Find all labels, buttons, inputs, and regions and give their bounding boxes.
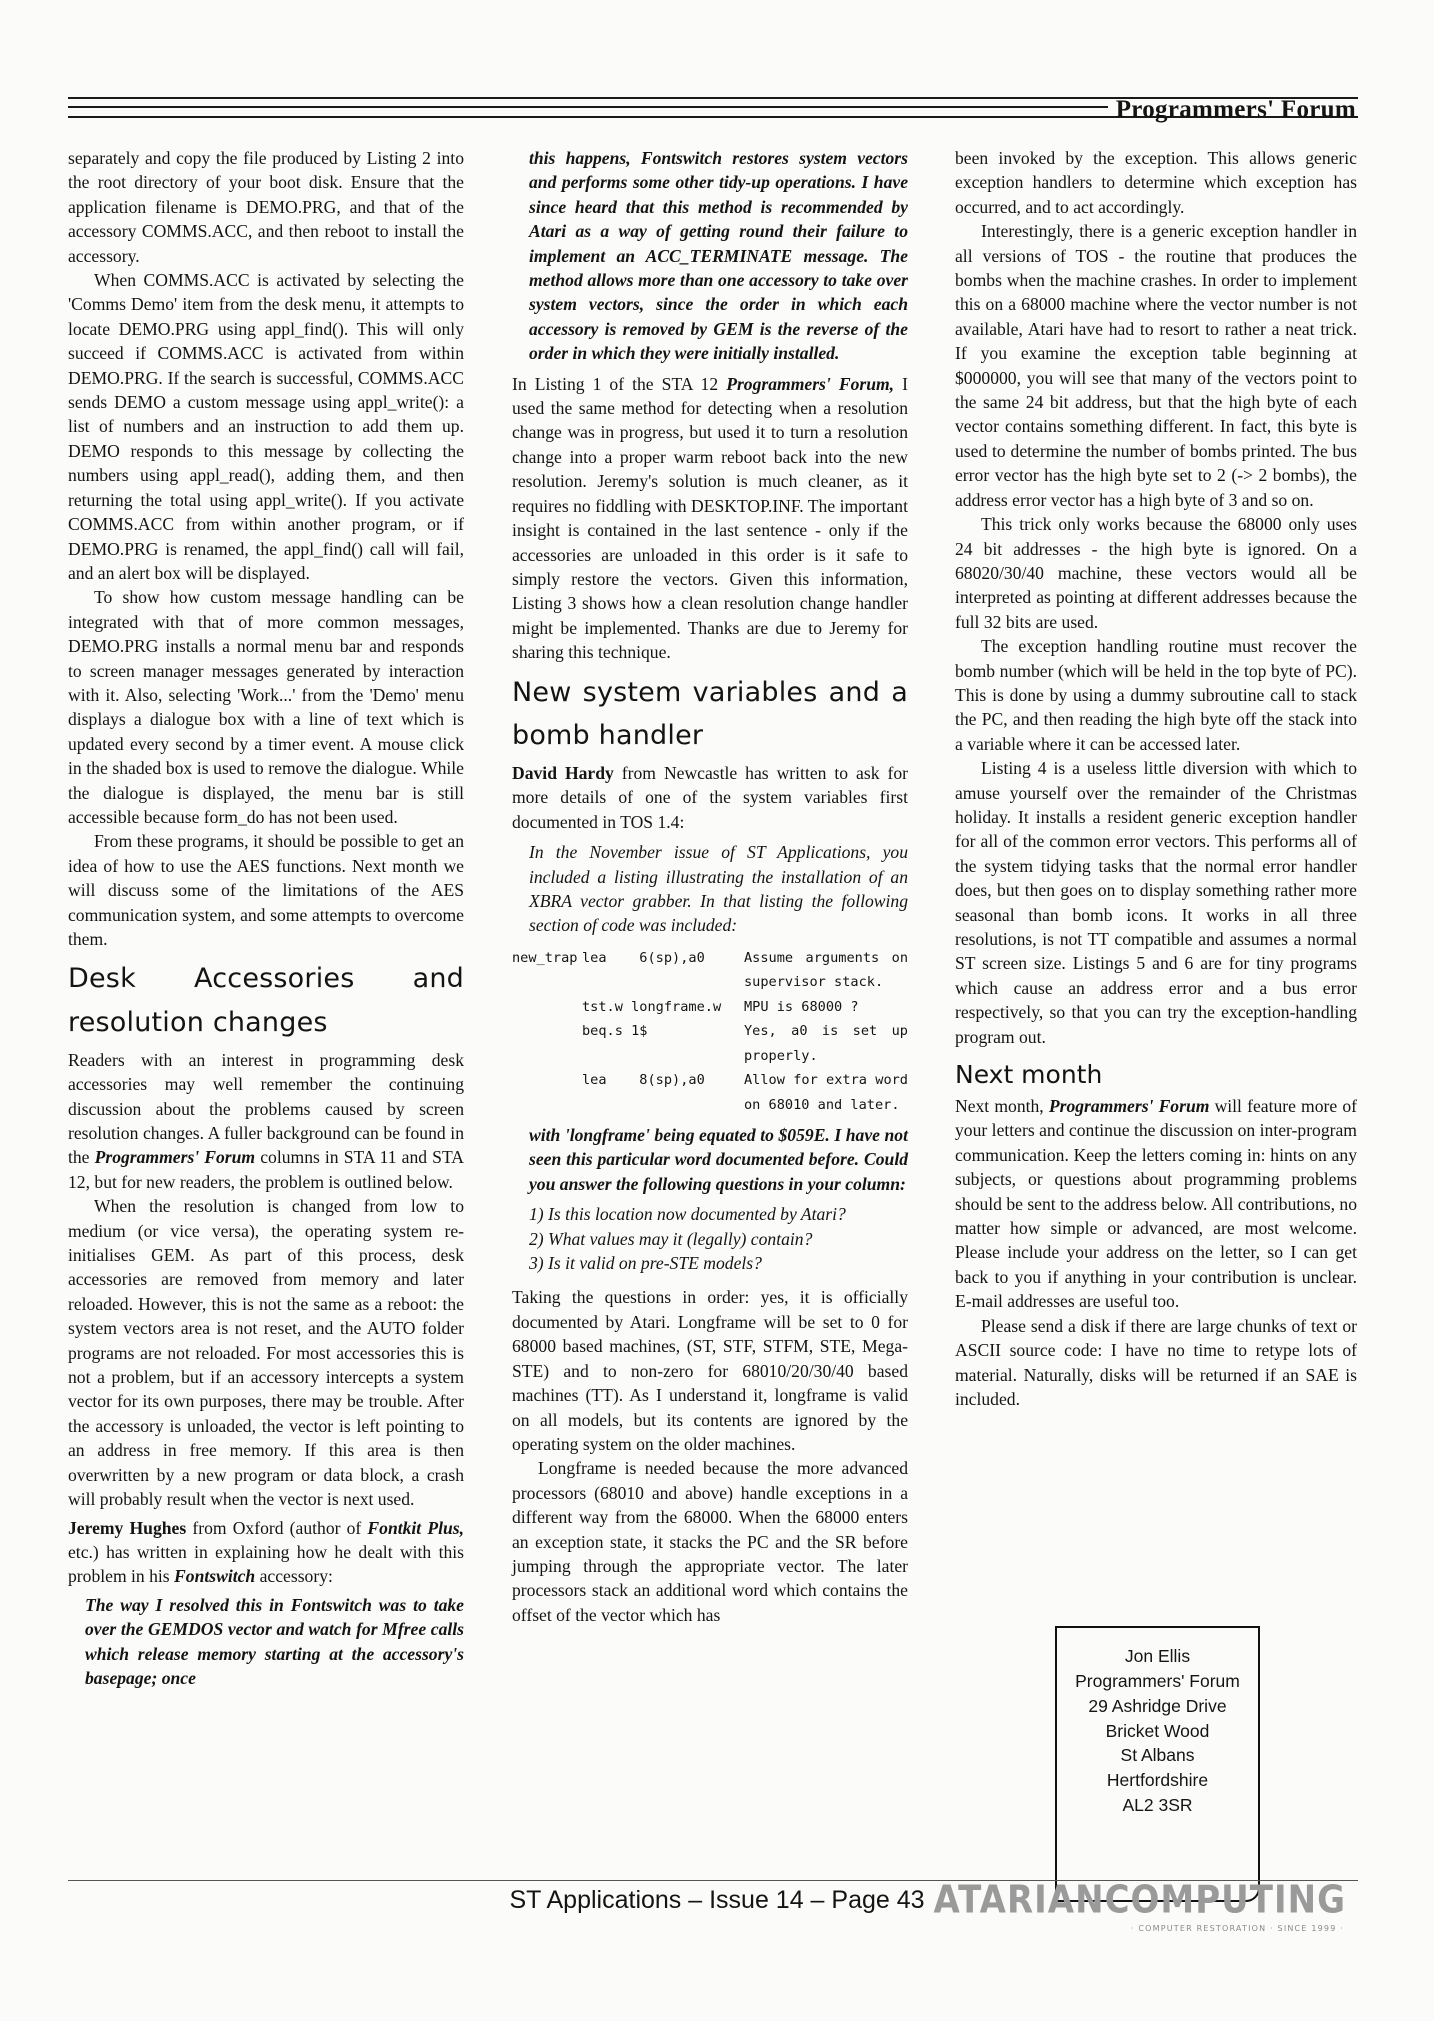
publisher-logo: ATARIANCOMPUTING <box>933 1877 1346 1923</box>
address-line: Jon Ellis <box>1124 1646 1191 1666</box>
paragraph: The exception handling routine must recover the bomb number (which will be held in the top byte of PC). This is done by using a dummy subroutine call to stack the PC, and then reading the high byte off the stack into a variable where it can be accessed later. <box>955 636 1357 754</box>
paragraph: From these programs, it should be possible to get an idea of how to use the AES functions. Next month we will discuss some of the limitations of the AES communication system, and some attempts to overcome them. <box>68 831 464 949</box>
paragraph: Next month, Programmers' Forum will feature more of your letters and continue the discussion on inter-program communication. Keep the letters coming in: hints on any subjects, or questions about programming problems should be sent to the address below. All contributions, no matter how simple or advanced, are most welcome. Please include your address on the letter, so I can get back to you if anything in your contribution is unclear. E-mail addresses are useful too. <box>955 1096 1358 1312</box>
address-line: Hertfordshire <box>1106 1770 1209 1791</box>
quote: with 'longframe' being equated to $059E. I have not seen this particular word documented before. Could you answer the following questions in your column: <box>529 1125 908 1194</box>
paragraph: Readers with an interest in programming desk accessories may well remember the continuing discussion about the problems caused by screen resolution changes. A fuller background can be found in the Programmers' Forum columns in STA 11 and STA 12, but for new readers, the problem is outlined below. <box>68 1049 464 1192</box>
paragraph: This trick only works because the 68000 only uses 24 bit addresses - the high byte is ignored. On a 68020/30/40 machine, these vectors would all be interpreted as pointing at different addresses because the full 32 bits are used. <box>955 514 1357 632</box>
paragraph: been invoked by the exception. This allows generic exception handlers to determine which exception has occurred, and to act accordingly. <box>955 148 1357 217</box>
paragraph: When COMMS.ACC is activated by selecting the 'Comms Demo' item from the desk menu, it attempts to locate DEMO.PRG using appl_find(). This will only succeed if COMMS.ACC is activated from within DEMO.PRG. If the search is successful, COMMS.ACC sends DEMO a custom message using appl_write(): a list of numbers and an instruction to add them up. DEMO responds to this message by collecting the numbers using appl_read(), adding them, and then returning the total using appl_write(). If you activate COMMS.ACC from within another program, or if DEMO.PRG is renamed, the appl_find() call will fail, and an alert box will be displayed. <box>68 270 464 583</box>
quote: In the November issue of ST Applications, you included a listing illustrating the installation of an XBRA vector grabber. In that listing the following section of code was included: <box>529 842 908 936</box>
paragraph: In Listing 1 of the STA 12 Programmers' Forum, I used the same method for detecting when a resolution change was in progress, but used it to turn a resolution change into a proper warm reboot back into the new resolution. Jeremy's solution is much cleaner, as it requires no fiddling with DESKTOP.INF. The important insight is contained in the last sentence - only if the accessories are unloaded in this order is it safe to simply restore the vectors. Given this information, Listing 3 shows how a clean resolution change handler might be implemented. Thanks are due to Jeremy for sharing this technique. <box>512 373 908 663</box>
address-box <box>1055 1626 1260 1902</box>
heading-next-month: Next month <box>955 1060 1103 1090</box>
column-2 <box>512 146 908 1627</box>
question: 3) Is it valid on pre-STE models? <box>529 1253 762 1274</box>
publisher-logo-tagline: · COMPUTER RESTORATION · SINCE 1999 · <box>1130 1924 1344 1933</box>
question: 1) Is this location now documented by Atari? <box>529 1204 846 1225</box>
address-line: 29 Ashridge Drive <box>1088 1695 1227 1716</box>
quote: this happens, Fontswitch restores system vectors and performs some other tidy-up operations. I have since heard that this method is recommended by Atari as a way of getting round their failure to implement an ACC_TERMINATE message. The method allows more than one accessory to take over system vectors, since the order in which each accessory is removed by GEM is the reverse of the order in which they were initially installed. <box>529 148 908 364</box>
page-footer: ST Applications – Issue 14 – Page 43 <box>509 1886 925 1914</box>
section-title: Programmers' Forum <box>1115 96 1356 123</box>
quote: The way I resolved this in Fontswitch was to take over the GEMDOS vector and watch for Mfree calls which release memory starting at the accessory's basepage; once <box>85 1594 464 1688</box>
column-3 <box>955 146 1357 1411</box>
code-line: tst.w longframe.w MPU is 68000 ? <box>582 998 859 1015</box>
code-listing <box>512 946 908 1117</box>
column-1 <box>68 146 464 1690</box>
paragraph: Taking the questions in order: yes, it is officially documented by Atari. Longframe will be set to 0 for 68000 based machines, (ST, STF, STFM, STE, Mega-STE) and to non-zero for 68010/20/30/40 based machines (TT). As I understand it, longframe is valid on all models, but its contents are ignored by the operating system on the older machines. <box>512 1287 908 1454</box>
paragraph: Listing 4 is a useless little diversion with which to amuse yourself over the remainder of the Christmas holiday. It installs a resident generic exception handler for all of the common error vectors. This performs all of the system tidying tasks that the normal error handler does, but then goes on to display something rather more seasonal than bomb icons. It works in all three resolutions, is not TT compatible and assumes a normal ST screen size. Listings 5 and 6 are for tiny programs which cause an address error and a bus error respectively, so that you can try the exception-handling program out. <box>955 758 1357 1047</box>
paragraph: When the resolution is changed from low to medium (or vice versa), the operating system re-initialises GEM. As part of this process, desk accessories are removed from memory and later reloaded. However, this is not the same as a reboot: the system vectors area is not reset, and the AUTO folder programs are not reloaded. For most accessories this is not a problem, but if an accessory intercepts a system vector for its own purposes, there may be trouble. After the accessory is unloaded, the vector is left pointing to an address in free memory. If this area is then overwritten by a new program or data block, a crash will probably result when the vector is next used. <box>68 1196 464 1510</box>
question: 2) What values may it (legally) contain? <box>529 1228 813 1249</box>
address-line: Programmers' Forum <box>1075 1670 1240 1691</box>
heading-system-variables: New system variables and a bomb handler <box>512 676 908 751</box>
address-line: AL2 3SR <box>1122 1795 1193 1816</box>
paragraph: Interestingly, there is a generic exception handler in all versions of TOS - the routine that produces the bombs when the machine crashes. In order to implement this on a 68000 machine where the vector number is not available, Atari have had to resort to rather a neat trick. If you examine the exception table beginning at $000000, you will see that many of the vectors point to the same 24 bit address, but that the high byte of each vector contains something different. In fact, this byte is used to determine the number of bombs printed. The bus error vector has the high byte set to 2 (-> 2 bombs), the address error vector has a high byte of 3 and so on. <box>955 221 1357 510</box>
heading-desk-accessories: Desk Accessories and resolution changes <box>68 963 464 1038</box>
code-line: beq.s 1$ Yes, a0 is set up properly. <box>582 1023 908 1064</box>
code-line: lea 8(sp),a0 Allow for extra word on 68010 and later. <box>582 1072 908 1113</box>
paragraph: David Hardy from Newcastle has written to ask for more details of one of the system variables first documented in TOS 1.4: <box>512 762 908 832</box>
code-line: new_trap lea 6(sp),a0 Assume arguments on supervisor stack. <box>512 949 908 991</box>
paragraph: Longframe is needed because the more advanced processors (68010 and above) handle exceptions in a different way from the 68000. When the 68000 enters an exception state, it stacks the PC and the SR before jumping through the appropriate vector. The later processors stack an additional word which contains the offset of the vector which has <box>512 1458 908 1625</box>
question-list <box>512 1202 908 1275</box>
address-line: Bricket Wood <box>1105 1720 1210 1741</box>
paragraph: Jeremy Hughes from Oxford (author of Fontkit Plus, etc.) has written in explaining how he dealt with this problem in his Fontswitch accessory: <box>68 1517 465 1587</box>
header-rule-mid <box>68 106 1108 108</box>
paragraph: To show how custom message handling can be integrated with that of more common messages, DEMO.PRG installs a normal menu bar and responds to screen manager messages generated by interaction with it. Also, selecting 'Work...' from the 'Demo' menu displays a dialogue box with a line of text which is updated every second by a timer event. A mouse click in the shaded box is used to remove the dialogue. While the dialogue is displayed, the menu bar is still accessible because form_do has not been used. <box>68 587 464 827</box>
paragraph: Please send a disk if there are large chunks of text or ASCII source code: I have no time to retype lots of material. Naturally, disks will be returned if an SAE is included. <box>955 1315 1357 1409</box>
address-line: St Albans <box>1120 1745 1195 1766</box>
paragraph: separately and copy the file produced by Listing 2 into the root directory of your boot disk. Ensure that the application filename is DEMO.PRG, and that of the accessory COMMS.ACC, and then reboot to install the accessory. <box>68 148 464 266</box>
